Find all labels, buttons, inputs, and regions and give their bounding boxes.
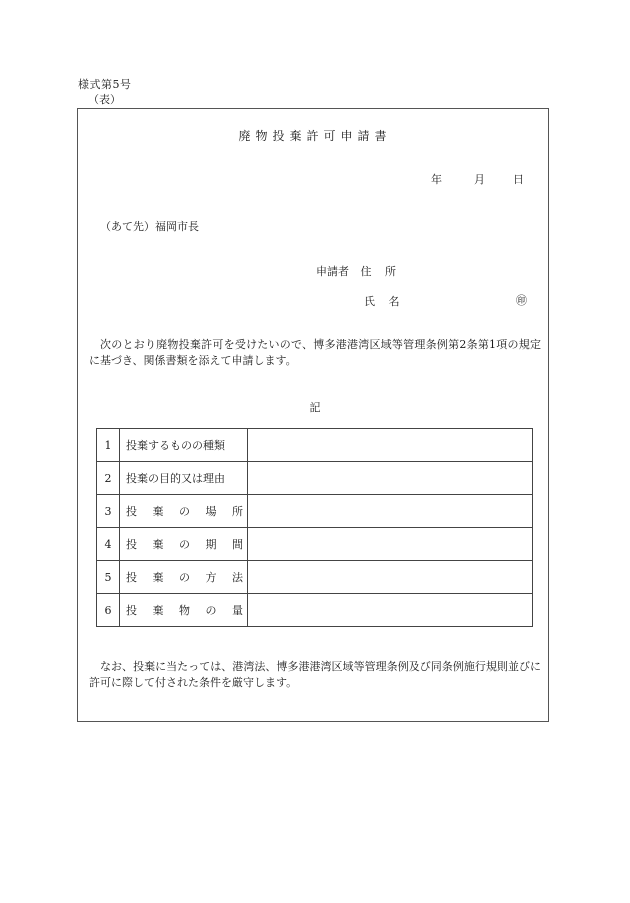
address-label-char-1: 住 [360, 265, 372, 278]
item-label-char: 棄 [152, 571, 164, 584]
item-label-char: の [205, 604, 217, 617]
item-number: 2 [97, 462, 120, 495]
table-row [97, 528, 533, 561]
item-number: 6 [97, 594, 120, 627]
table-row [97, 495, 533, 528]
item-label-char: 棄 [152, 604, 164, 617]
item-number: 3 [97, 495, 120, 528]
document-title: 廃物投棄許可申請書 [238, 129, 392, 143]
item-label [120, 495, 248, 528]
item-label-char: 棄 [152, 538, 164, 551]
item-label-char: 棄 [152, 505, 164, 518]
applicant-name-row [364, 293, 400, 309]
item-label-char: 方 [205, 571, 217, 584]
item-label [120, 561, 248, 594]
item-label-char: 期 [205, 538, 217, 551]
items-table [96, 428, 533, 627]
item-label-char: 量 [232, 604, 243, 617]
intro-paragraph: 次のとおり廃物投棄許可を受けたいので、博多港港湾区域等管理条例第2条第1項の規定に基づき、関係書類を添えて申請します。 [89, 338, 541, 367]
item-label [120, 594, 248, 627]
item-label-spread [126, 536, 243, 552]
item-label-char: 法 [232, 571, 243, 584]
item-label-char: 投 [126, 538, 137, 551]
ki-heading: 記 [309, 401, 321, 414]
addressee: （あて先）福岡市長 [100, 220, 199, 233]
table-row [97, 429, 533, 462]
date-year-label: 年 [431, 173, 442, 186]
table-row [97, 594, 533, 627]
closing-paragraph: なお、投棄に当たっては、港湾法、博多港港湾区域等管理条例及び同条例施行規則並びに許可に際して付された条件を厳守します。 [89, 660, 541, 689]
applicant-role-label: 申請者 [316, 265, 349, 278]
address-label-char-2: 所 [385, 265, 396, 278]
date-day-label: 日 [513, 173, 524, 186]
item-value-field[interactable] [248, 528, 533, 561]
item-value-field[interactable] [248, 594, 533, 627]
item-value-field[interactable] [248, 429, 533, 462]
item-label-char: の [179, 571, 190, 584]
item-label: 投棄の目的又は理由 [120, 462, 248, 495]
form-number: 様式第5号 [78, 78, 132, 91]
item-label-char: 場 [205, 505, 217, 518]
item-value-field[interactable] [248, 495, 533, 528]
form-frame [77, 108, 549, 722]
form-side-label: （表） [88, 93, 121, 106]
item-number: 4 [97, 528, 120, 561]
date-month-label: 月 [474, 173, 485, 186]
item-label-char: 投 [126, 571, 137, 584]
applicant-address-row [316, 263, 396, 279]
item-label-char: 投 [126, 604, 137, 617]
item-value-field[interactable] [248, 462, 533, 495]
name-label-char-2: 名 [388, 295, 400, 308]
item-number: 5 [97, 561, 120, 594]
item-label-spread [126, 602, 243, 618]
item-label-spread [126, 503, 243, 519]
seal-mark: ㊞ [516, 294, 527, 307]
item-label-char: の [179, 505, 190, 518]
item-label [120, 528, 248, 561]
name-label-char-1: 氏 [364, 295, 375, 308]
item-label: 投棄するものの種類 [120, 429, 248, 462]
item-number: 1 [97, 429, 120, 462]
table-row [97, 462, 533, 495]
item-label-spread [126, 569, 243, 585]
date-line [431, 171, 524, 187]
item-label-char: 所 [232, 505, 243, 518]
item-label-char: 物 [179, 604, 190, 617]
item-label-char: の [179, 538, 190, 551]
item-label-char: 投 [126, 505, 137, 518]
table-row [97, 561, 533, 594]
item-label-char: 間 [232, 538, 243, 551]
item-value-field[interactable] [248, 561, 533, 594]
